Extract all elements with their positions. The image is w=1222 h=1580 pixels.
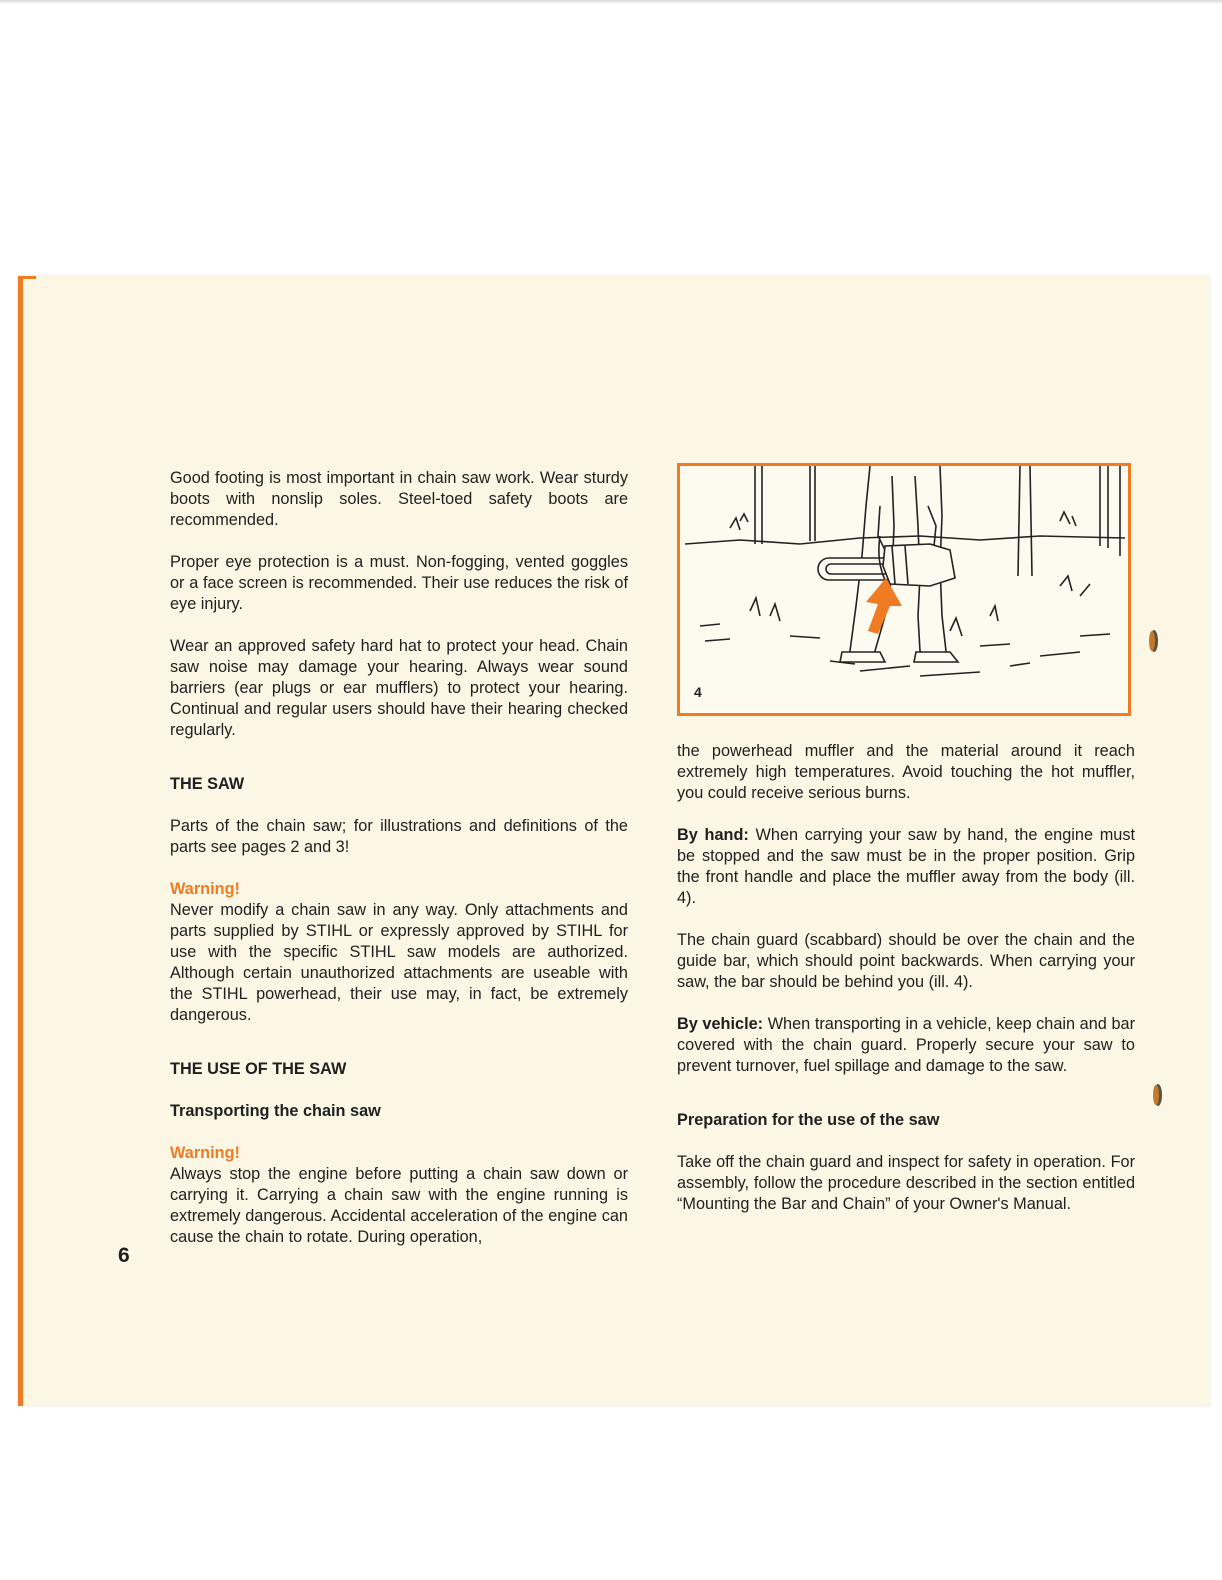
warning-text-engine: Always stop the engine before putting a chain saw down or carrying it. Carrying a chain saw with the engine running is extremely dangerous. Accidental acceleration of the engine can cause the chain to rotate. During operation,: [170, 1165, 628, 1246]
paragraph-eye-protection: Proper eye protection is a must. Non-fogging, vented goggles or a face screen is recommended. Their use reduces the risk of eye injury.: [170, 553, 628, 613]
heading-the-saw: THE SAW: [170, 775, 245, 793]
by-hand-text: When carrying your saw by hand, the engine must be stopped and the saw must be in the proper position. Grip the front handle and place the muffler away from the body (ill. 4).: [677, 826, 1135, 907]
binding-hole-top-highlight: [1149, 631, 1155, 651]
page-number: 6: [118, 1244, 130, 1267]
heading-use-of-saw: THE USE OF THE SAW: [170, 1060, 347, 1078]
warning-label-engine: Warning!: [170, 1144, 240, 1162]
paragraph-muffler: the powerhead muffler and the material around it reach extremely high temperatures. Avoid touching the hot muffler, you could receive serious burns.: [677, 742, 1135, 802]
by-hand-label: By hand:: [677, 826, 749, 844]
paragraph-footing: Good footing is most important in chain saw work. Wear sturdy boots with nonslip soles. Steel-toed safety boots are recommended.: [170, 469, 628, 529]
warning-text-modify: Never modify a chain saw in any way. Only attachments and parts supplied by STIHL or expressly approved by STIHL for use with the specific STIHL saw models are authorized. Although certain unauthorized attachments are useable with the STIHL powerhead, their use may, in fact, be extremely dangerous.: [170, 901, 628, 1024]
paragraph-parts: Parts of the chain saw; for illustrations and definitions of the parts see pages 2 and 3!: [170, 817, 628, 856]
subheading-transporting: Transporting the chain saw: [170, 1102, 381, 1120]
left-column: [170, 468, 628, 1248]
illustration-4: [677, 463, 1131, 716]
paragraph-hard-hat: Wear an approved safety hard hat to protect your head. Chain saw noise may damage your hearing. Always wear sound barriers (ear plugs or ear mufflers) to protect your hearing. Continual and regular users should have their hearing checked regularly.: [170, 637, 628, 739]
paragraph-by-vehicle: [677, 1014, 1135, 1077]
paragraph-chain-guard: The chain guard (scabbard) should be over the chain and the guide bar, which should point backwards. When carrying your saw, the bar should be behind you (ill. 4).: [677, 931, 1135, 991]
right-column: [677, 741, 1135, 1215]
binding-hole-bottom-highlight: [1153, 1085, 1159, 1105]
page-orange-edge: [18, 276, 23, 1406]
warning-arrow-icon: [866, 578, 902, 634]
heading-preparation: Preparation for the use of the saw: [677, 1111, 940, 1129]
warning-label-modify: Warning!: [170, 880, 240, 898]
by-vehicle-label: By vehicle:: [677, 1015, 764, 1033]
paragraph-preparation: Take off the chain guard and inspect for safety in operation. For assembly, follow the procedure described in the section entitled “Mounting the Bar and Chain” of your Owner's Manual.: [677, 1153, 1135, 1213]
figure-label: 4: [694, 684, 702, 700]
scan-top-edge: [0, 0, 1222, 4]
by-vehicle-text: When transporting in a vehicle, keep chain and bar covered with the chain guard. Properly secure your saw to prevent turnover, fuel spillage and damage to the saw.: [677, 1015, 1135, 1075]
manual-page: [18, 276, 1210, 1406]
person-carrying-chainsaw-illustration: [680, 466, 1128, 713]
page-orange-corner: [18, 276, 36, 279]
paragraph-by-hand: [677, 825, 1135, 909]
